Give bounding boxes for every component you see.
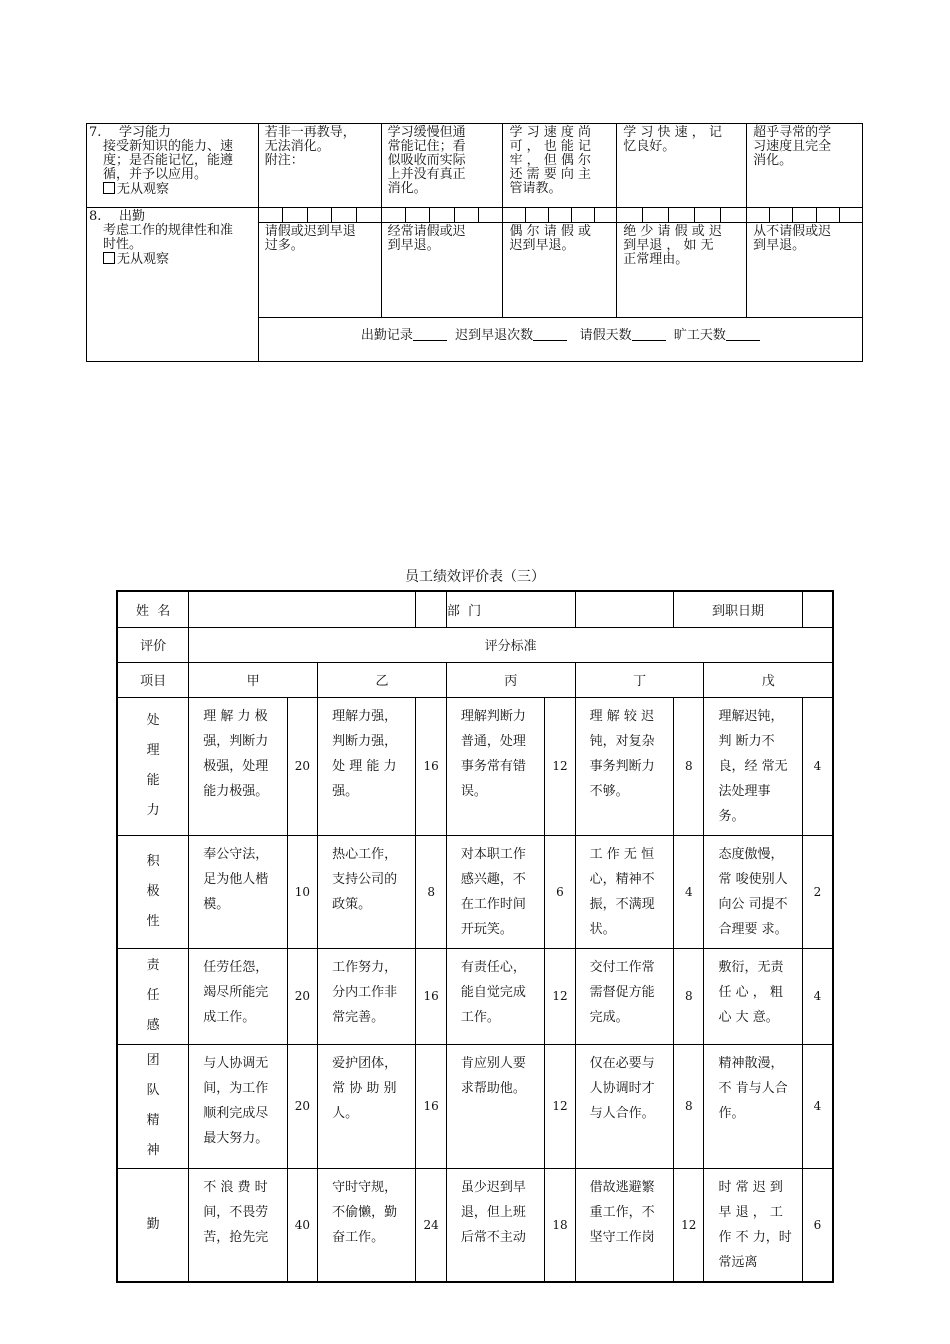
item-char: 任	[146, 988, 160, 1003]
score-ticks	[382, 208, 503, 223]
no-observe-label: 无从观察	[117, 252, 170, 267]
level-text: 消化。	[753, 153, 793, 168]
level-text: 可 ， 也 能 记	[509, 139, 591, 154]
score-value[interactable]: 8	[416, 835, 446, 948]
name-label: 姓 名	[117, 591, 189, 627]
evaluation-row-responsibility	[117, 948, 833, 1044]
evaluation-row-teamwork	[117, 1044, 833, 1168]
criterion-description-line: 循，并予以应用。	[103, 167, 208, 182]
attendance-record-blank[interactable]	[413, 328, 447, 341]
level-text: 无法消化。	[264, 139, 330, 154]
level-text: 牢 ， 但 偶 尔	[509, 153, 591, 168]
late-count-blank[interactable]	[533, 328, 567, 341]
level-text: 习速度且完全	[753, 139, 832, 154]
level-cell	[747, 208, 863, 318]
dept-label: 部 门	[446, 591, 575, 627]
criterion-title: 学习能力	[119, 125, 172, 140]
criterion-description-line: 时性。	[103, 237, 143, 252]
item-char: 积	[146, 853, 160, 869]
level-text: 管请教。	[509, 181, 562, 196]
criteria-label: 评分标准	[189, 627, 833, 662]
level-text: 学习缓慢但通	[387, 125, 466, 140]
item-char: 精	[146, 1113, 160, 1128]
score-ticks	[259, 208, 381, 223]
level-text: 迟到早退。	[509, 238, 575, 253]
level-text: 学 习 速 度 尚	[509, 125, 591, 140]
criterion-number: 7.	[89, 125, 102, 140]
level-text: 到早退 ， 如 无	[623, 238, 714, 253]
criterion-text: 理解判断力 普通，处理 事务常有错 误。	[446, 697, 544, 835]
item-char: 神	[146, 1143, 160, 1158]
level-text: 似吸收而实际	[387, 153, 466, 168]
no-observe-checkbox[interactable]	[103, 182, 115, 194]
criterion-cell	[87, 208, 259, 362]
criterion-text: 与人协调无 间，为工作 顺利完成尽 最大努力。	[189, 1044, 287, 1168]
level-text: 学 习 快 速 ， 记	[623, 125, 722, 140]
criterion-description-line: 接受新知识的能力、速	[103, 139, 234, 154]
level-text: 从不请假或迟	[753, 224, 832, 239]
score-value[interactable]: 8	[674, 1044, 704, 1168]
grade-header-row	[117, 662, 833, 697]
no-observe-checkbox[interactable]	[103, 252, 115, 264]
criterion-text: 态度傲慢，常 唆使别人向公 司提不合理要 求。	[704, 835, 802, 948]
item-char: 极	[146, 883, 160, 899]
score-value[interactable]: 16	[416, 697, 446, 835]
attendance-summary	[258, 318, 862, 362]
item-char: 感	[146, 1018, 160, 1033]
level-text: 附注：	[264, 153, 304, 168]
criterion-text: 奉公守法， 足为他人楷 模。	[189, 835, 287, 948]
item-name	[117, 1044, 189, 1168]
score-ticks	[617, 208, 746, 223]
item-char: 责	[146, 958, 160, 973]
item-char: 队	[146, 1083, 160, 1098]
score-value[interactable]: 10	[287, 835, 317, 948]
criterion-cell	[87, 124, 259, 208]
grade-c: 丙	[446, 662, 575, 697]
form-title: 员工绩效评价表（三）	[405, 569, 545, 585]
level-text: 到早退。	[387, 238, 440, 253]
score-value[interactable]: 6	[545, 835, 575, 948]
item-char: 理	[146, 743, 160, 758]
leave-days-label: 请假天数	[579, 328, 632, 343]
score-value[interactable]: 20	[287, 948, 317, 1044]
evaluation-row-diligence	[117, 1168, 833, 1282]
criterion-row-7	[87, 124, 863, 208]
no-observe-label: 无从观察	[117, 182, 170, 197]
evaluation-row-initiative	[117, 835, 833, 948]
criterion-text: 有责任心， 能自觉完成 工作。	[446, 948, 544, 1044]
score-ticks	[503, 208, 616, 223]
name-field[interactable]	[189, 591, 416, 627]
level-cell	[258, 124, 381, 208]
criterion-title: 出勤	[119, 209, 146, 224]
level-cell	[747, 124, 863, 208]
score-ticks	[747, 208, 862, 223]
level-text: 过多。	[264, 238, 304, 253]
level-cell	[617, 208, 747, 318]
score-value[interactable]: 6	[802, 1168, 833, 1282]
level-cell	[503, 124, 617, 208]
criterion-text: 敷衍，无责任 心 ， 粗 心 大 意。	[704, 948, 802, 1044]
level-text: 经常请假或迟	[387, 224, 466, 239]
level-cell	[258, 208, 381, 318]
score-value[interactable]: 8	[674, 697, 704, 835]
item-char: 勤	[146, 1216, 160, 1232]
grade-d: 丁	[575, 662, 704, 697]
level-cell	[617, 124, 747, 208]
score-value[interactable]: 24	[416, 1168, 446, 1282]
criterion-text: 任劳任怨， 竭尽所能完 成工作。	[189, 948, 287, 1044]
score-value[interactable]: 4	[674, 835, 704, 948]
level-text: 还 需 要 向 主	[509, 167, 591, 182]
criterion-text: 理解迟钝，判 断力不良，经 常无法处理事 务。	[704, 697, 802, 835]
item-char: 处	[146, 713, 160, 728]
level-text: 若非一再教导，	[264, 125, 356, 140]
absent-days-label: 旷工天数	[673, 328, 726, 343]
level-text: 偶 尔 请 假 或	[509, 224, 591, 239]
level-text: 请假或迟到早退	[264, 224, 356, 239]
criterion-text: 借故逃避繁 重工作，不 坚守工作岗	[575, 1168, 673, 1282]
item-char: 性	[146, 913, 160, 929]
dept-label-cell	[416, 591, 446, 627]
criterion-text: 工 作 无 恒 心，精神不 振，不满现 状。	[575, 835, 673, 948]
late-count-label: 迟到早退次数	[455, 328, 534, 343]
score-value[interactable]: 12	[545, 697, 575, 835]
grade-a: 甲	[189, 662, 318, 697]
top-evaluation-table	[86, 123, 863, 362]
level-cell	[381, 124, 503, 208]
score-value[interactable]: 4	[802, 948, 833, 1044]
evaluation-row-processing	[117, 697, 833, 835]
score-value[interactable]: 12	[674, 1168, 704, 1282]
item-name	[117, 948, 189, 1044]
score-value[interactable]: 18	[545, 1168, 575, 1282]
criterion-description-line: 度；是否能记忆，能遵	[103, 153, 234, 168]
leave-days-blank[interactable]	[632, 328, 666, 341]
level-text: 消化。	[387, 181, 427, 196]
criterion-text: 不 浪 费 时 间，不畏劳 苦，抢先完	[189, 1168, 287, 1282]
hire-date-label: 到职日期	[674, 591, 803, 627]
performance-evaluation-table	[116, 590, 834, 1283]
attendance-record-label: 出勤记录	[360, 328, 413, 343]
level-text: 上并没有真正	[387, 167, 466, 182]
criterion-number: 8.	[89, 209, 102, 224]
score-value[interactable]: 20	[287, 1044, 317, 1168]
criterion-text: 热心工作， 支持公司的 政策。	[318, 835, 416, 948]
criteria-header-row	[117, 627, 833, 662]
criterion-text: 爱护团体， 常 协 助 别 人。	[318, 1044, 416, 1168]
item-label-1: 评价	[117, 627, 189, 662]
score-value[interactable]: 2	[802, 835, 833, 948]
dept-field[interactable]	[575, 591, 673, 627]
grade-e: 戊	[704, 662, 833, 697]
score-value[interactable]: 16	[416, 948, 446, 1044]
item-label-2: 项目	[117, 662, 189, 697]
criterion-text: 时 常 迟 到 早 退 ， 工 作 不 力，时常远离	[704, 1168, 802, 1282]
criterion-text: 理 解 较 迟 钝，对复杂 事务判断力 不够。	[575, 697, 673, 835]
criterion-text: 工作努力， 分内工作非 常完善。	[318, 948, 416, 1044]
score-value[interactable]: 20	[287, 697, 317, 835]
level-text: 绝 少 请 假 或 迟	[623, 224, 722, 239]
score-value[interactable]: 16	[416, 1044, 446, 1168]
level-text: 超乎寻常的学	[753, 125, 832, 140]
level-cell	[381, 208, 503, 318]
criterion-text: 理 解 力 极 强，判断力 极强，处理 能力极强。	[189, 697, 287, 835]
criterion-text: 仅在必要与 人协调时才 与人合作。	[575, 1044, 673, 1168]
absent-days-blank[interactable]	[726, 328, 760, 341]
criterion-text: 对本职工作 感兴趣，不 在工作时间 开玩笑。	[446, 835, 544, 948]
criterion-text: 理解力强， 判断力强， 处 理 能 力 强。	[318, 697, 416, 835]
level-text: 正常理由。	[623, 252, 689, 267]
criterion-text: 虽少迟到早 退，但上班 后常不主动	[446, 1168, 544, 1282]
item-name	[117, 835, 189, 948]
criterion-text: 交付工作常 需督促方能 完成。	[575, 948, 673, 1044]
score-value[interactable]: 40	[287, 1168, 317, 1282]
level-text: 忆良好。	[623, 139, 676, 154]
criterion-text: 守时守规， 不偷懒，勤 奋工作。	[318, 1168, 416, 1282]
header-info-row	[117, 591, 833, 627]
score-value[interactable]: 12	[545, 948, 575, 1044]
level-text: 到早退。	[753, 238, 806, 253]
item-char: 能	[146, 773, 160, 788]
criterion-row-8	[87, 208, 863, 318]
score-value[interactable]: 12	[545, 1044, 575, 1168]
score-value[interactable]: 8	[674, 948, 704, 1044]
criterion-text: 肯应别人要 求帮助他。	[446, 1044, 544, 1168]
grade-b: 乙	[318, 662, 447, 697]
score-value[interactable]: 4	[802, 697, 833, 835]
item-char: 团	[146, 1053, 160, 1068]
criterion-text: 精神散漫，不 肯与人合作。	[704, 1044, 802, 1168]
level-cell	[503, 208, 617, 318]
criterion-description-line: 考虑工作的规律性和准	[103, 223, 234, 238]
hire-date-field[interactable]	[802, 591, 833, 627]
score-value[interactable]: 4	[802, 1044, 833, 1168]
level-text: 常能记住；看	[387, 139, 466, 154]
item-name	[117, 697, 189, 835]
item-name	[117, 1168, 189, 1282]
item-char: 力	[146, 803, 160, 818]
